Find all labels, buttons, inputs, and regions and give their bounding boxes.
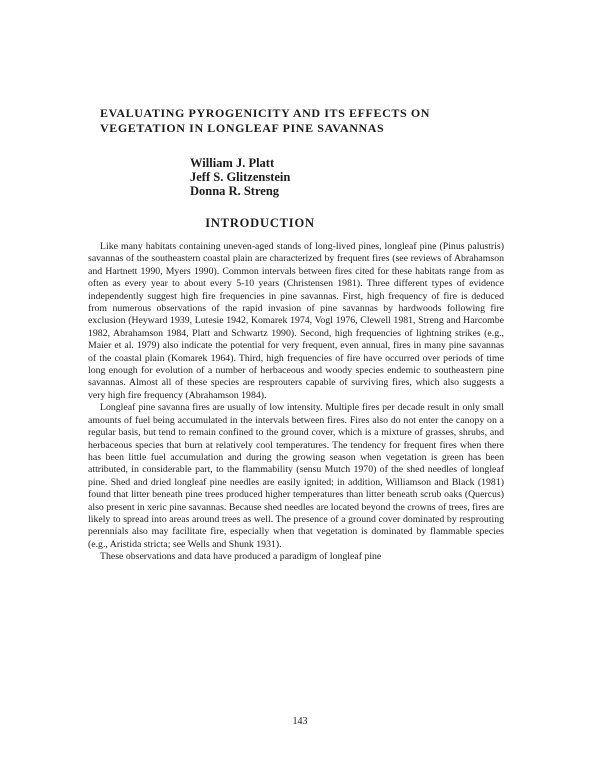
author-name: William J. Platt [190,156,275,170]
body-paragraph: Like many habitats containing uneven-aged stands of long-lived pines, longleaf pine (Pinus palustris) savannas of the southeastern coastal plain are characterized by frequent fires (see reviews of Abrahamson and Hartnett 1990, Myers 1990). Common intervals between fires cited for these habitats range from as often as every year to about every 5-10 years (Christensen 1981). Three different types of evidence independently suggest high fire frequencies in pine savannas. First, high frequency of fire is deduced from numerous observations of the rapid invasion of pine savannas by hardwoods following fire exclusion (Heyward 1939, Lutesie 1942, Komarek 1974, Vogl 1976, Clewell 1981, Streng and Harcombe 1982, Abrahamson 1984, Platt and Schwartz 1990). Second, high frequencies of lightning strikes (e.g., Maier et al. 1979) also indicate the potential for very frequent, even annual, fires in many pine savannas of the coastal plain (Komarek 1964). Third, high frequencies of fire have occurred over periods of time long enough for evolution of a number of herbaceous and woody species endemic to southeastern pine savannas. Almost all of these species are resprouters capable of surviving fires, which also suggests a very high fire frequency (Abrahamson 1984). [88,241,504,401]
section-heading: INTRODUCTION [205,216,315,230]
author-list [190,156,390,198]
title-line-1: EVALUATING PYROGENICITY AND ITS EFFECTS ON [100,106,431,120]
body-text [88,241,504,564]
page-number: 143 [292,716,308,727]
author-name: Donna R. Streng [190,184,280,198]
body-paragraph: These observations and data have produced a paradigm of longleaf pine [100,551,382,563]
body-paragraph: Longleaf pine savanna fires are usually of low intensity. Multiple fires per decade result in only small amounts of fuel being accumulated in the intervals between fires. Fires also do not enter the canopy on a regular basis, but tend to remain confined to the ground cover, which is a mixture of grasses, shrubs, and herbaceous species that burn at relatively cool temperatures. The tendency for frequent fires when there has been little fuel accumulation and during the growing season when vegetation is green has been attributed, in considerable part, to the flammability (sensu Mutch 1970) of the shed needles of longleaf pine. Shed and dried longleaf pine needles are easily ignited; in addition, Williamson and Black (1981) found that litter beneath pine trees produced higher temperatures than litter beneath scrub oaks (Quercus) also present in xeric pine savannas. Because shed needles are located beyond the crowns of trees, fires are likely to spread into areas around trees as well. The presence of a ground cover dominated by resprouting perennials also may facilitate fire, especially when that vegetation is dominated by flammable species (e.g., Aristida stricta; see Wells and Shunk 1931). [88,402,504,550]
paper-title [100,106,480,136]
author-name: Jeff S. Glitzenstein [190,170,291,184]
title-line-2: VEGETATION IN LONGLEAF PINE SAVANNAS [100,121,385,135]
